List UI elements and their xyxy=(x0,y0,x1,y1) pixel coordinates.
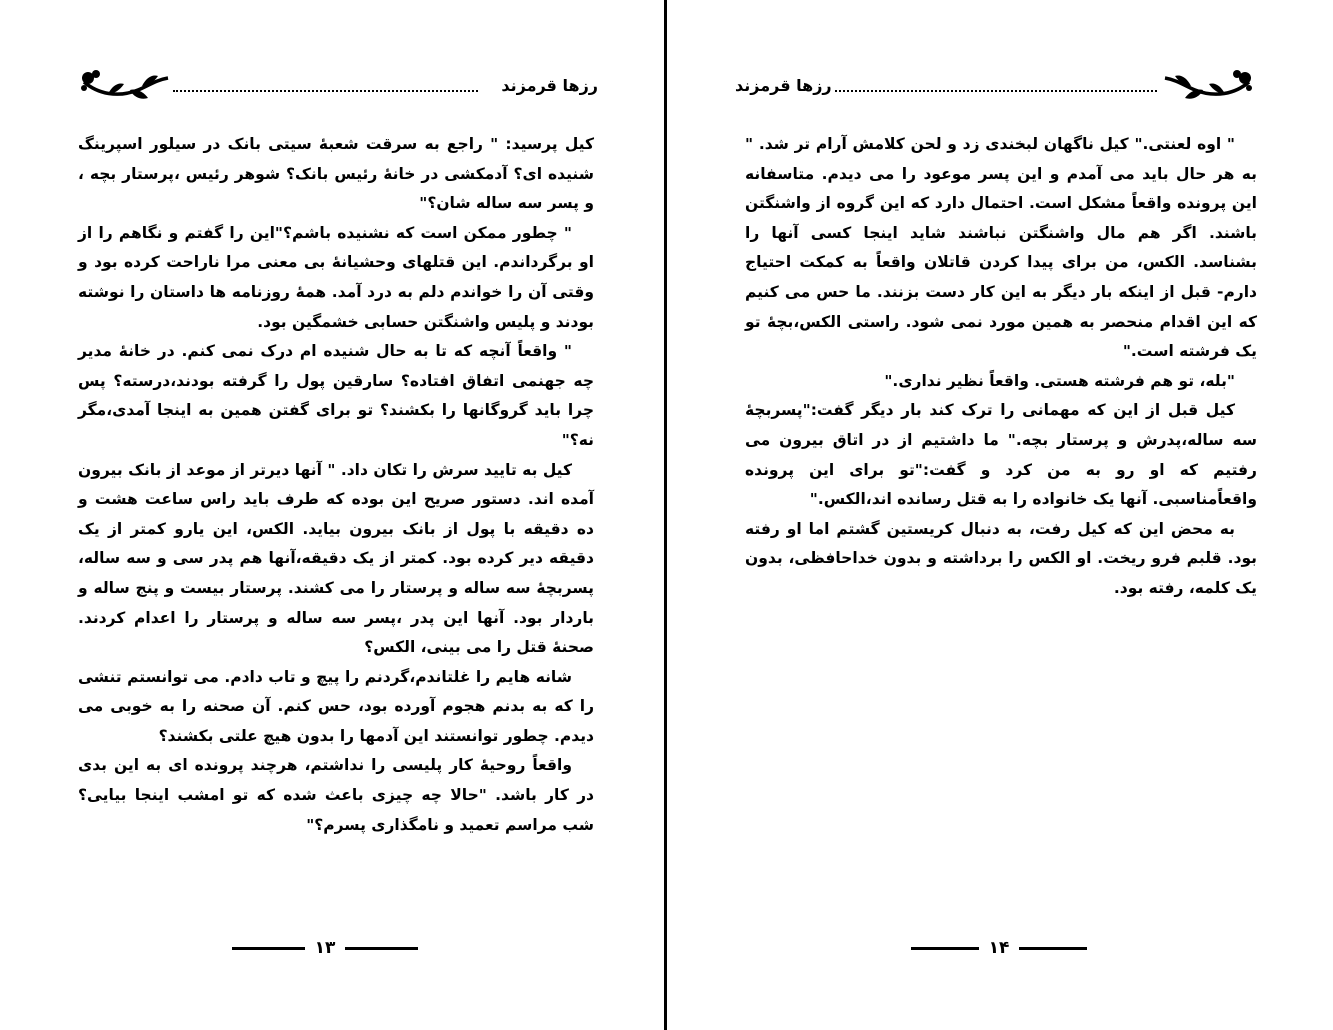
footer-rule xyxy=(1019,947,1087,950)
vine-flower-ornament-icon xyxy=(1163,68,1255,102)
running-header-title: رزها قرمزند xyxy=(735,76,832,95)
header-dotted-leader xyxy=(173,90,478,92)
paragraph: واقعاً روحیهٔ کار پلیسی را نداشتم، هرچند پرونده ای به این بدی در کار باشد. "حالا چه چیزی باعث شده که تو امشب اینجا بیایی؟ شب مراسم تعمید و نامگذاری پسرم؟" xyxy=(78,756,594,834)
left-page xyxy=(0,0,664,1030)
paragraph: شانه هایم را غلتاندم،گردنم را پیچ و تاب دادم. می توانستم تنشی را که به بدنم هجوم آورده بود، حس کنم. آن صحنه را به خوبی می دیدم. چطور توانستند این آدمها را بدون هیچ علتی بکشند؟ xyxy=(78,667,594,745)
left-page-footer xyxy=(232,936,418,960)
header-dotted-leader xyxy=(835,90,1157,92)
paragraph: " واقعاً آنچه که تا به حال شنیده ام درک نمی کنم. در خانهٔ مدیر چه جهنمی اتفاق افتاده؟ سارقین پول را گرفته بودند،درسته؟ پس چرا باید گروگانها را بکشند؟ تو برای گفتن همین به اینجا آمدی،مگر نه؟" xyxy=(78,342,594,449)
right-page-footer xyxy=(911,936,1087,960)
right-page-header xyxy=(735,68,1255,108)
paragraph: کیل قبل از این که مهمانی را ترک کند بار دیگر گفت:"پسربچهٔ سه ساله،پدرش و پرستار بچه." ما داشتیم از در اتاق بیرون می رفتیم که او رو به من کرد و گفت:"تو برای این پرونده واقعاًمناسبی. آنها یک خانواده را به قتل رسانده اند،الکس." xyxy=(745,401,1257,509)
right-page-body xyxy=(745,130,1257,604)
paragraph: کیل به تایید سرش را تکان داد. " آنها دیرتر از موعد از بانک بیرون آمده اند. دستور صریح این بوده که طرف باید راس ساعت هشت و ده دقیقه با پول از بانک بیرون بیاید. الکس، این یارو کمتر از یک دقیقه دیر کرده بود. کمتر از یک دقیقه،آنها هم پدر سی و سه ساله، پسربچهٔ سه ساله و پرستار را می کشند. پرستار بیست و پنج ساله و باردار بود. آنها این پدر ،پسر سه ساله و پرستار را اعدام کردند. صحنهٔ قتل را می بینی، الکس؟ xyxy=(78,460,594,657)
left-page-body xyxy=(78,130,594,840)
paragraph: " اوه لعنتی." کیل ناگهان لبخندی زد و لحن کلامش آرام تر شد. " به هر حال باید می آمدم و این پسر موعود را می دیدم. متاسفانه این پرونده واقعاً مشکل است. احتمال دارد که این گروه از واشنگتن باشند. اگر هم مال واشنگتن نباشند شاید اینجا کسی آنها را بشناسد. الکس، من برای پیدا کردن قاتلان واقعاً به کمکت احتیاج دارم- قبل از اینکه بار دیگر به این کار دست بزنند. ما حس می کنیم که این اقدام منحصر به همین مورد نمی شود. راستی الکس،بچهٔ تو یک فرشته است." xyxy=(745,135,1257,361)
paragraph: به محض این که کیل رفت، به دنبال کریستین گشتم اما او رفته بود. قلبم فرو ریخت. او الکس را برداشته و بدون خداحافظی، بدون یک کلمه، رفته بود. xyxy=(745,519,1257,597)
page-number: ۱۳ xyxy=(314,938,336,958)
page-number: ۱۴ xyxy=(988,938,1010,958)
vine-flower-ornament-icon xyxy=(78,68,170,102)
left-page-header xyxy=(78,68,598,108)
paragraph: کیل پرسید: " راجع به سرقت شعبهٔ سیتی بانک در سیلور اسپرینگ شنیده ای؟ آدمکشی در خانهٔ رئیس بانک؟ شوهر رئیس ،پرستار بچه ، و پسر سه ساله شان؟" xyxy=(78,135,594,213)
footer-rule xyxy=(345,947,418,950)
footer-rule xyxy=(232,947,305,950)
footer-rule xyxy=(911,947,979,950)
paragraph: "بله، تو هم فرشته هستی. واقعاً نظیر نداری." xyxy=(884,371,1235,390)
paragraph: " چطور ممکن است که نشنیده باشم؟"این را گفتم و نگاهم را از او برگرداندم. این قتلهای وحشیانهٔ بی معنی مرا ناراحت کرده بود و وقتی آن را خواندم دلم به درد آمد. همهٔ روزنامه ها داستان را نوشته بودند و پلیس واشنگتن حسابی خشمگین بود. xyxy=(78,223,594,331)
running-header-title: رزها قرمزند xyxy=(501,76,598,95)
right-page xyxy=(667,0,1333,1030)
